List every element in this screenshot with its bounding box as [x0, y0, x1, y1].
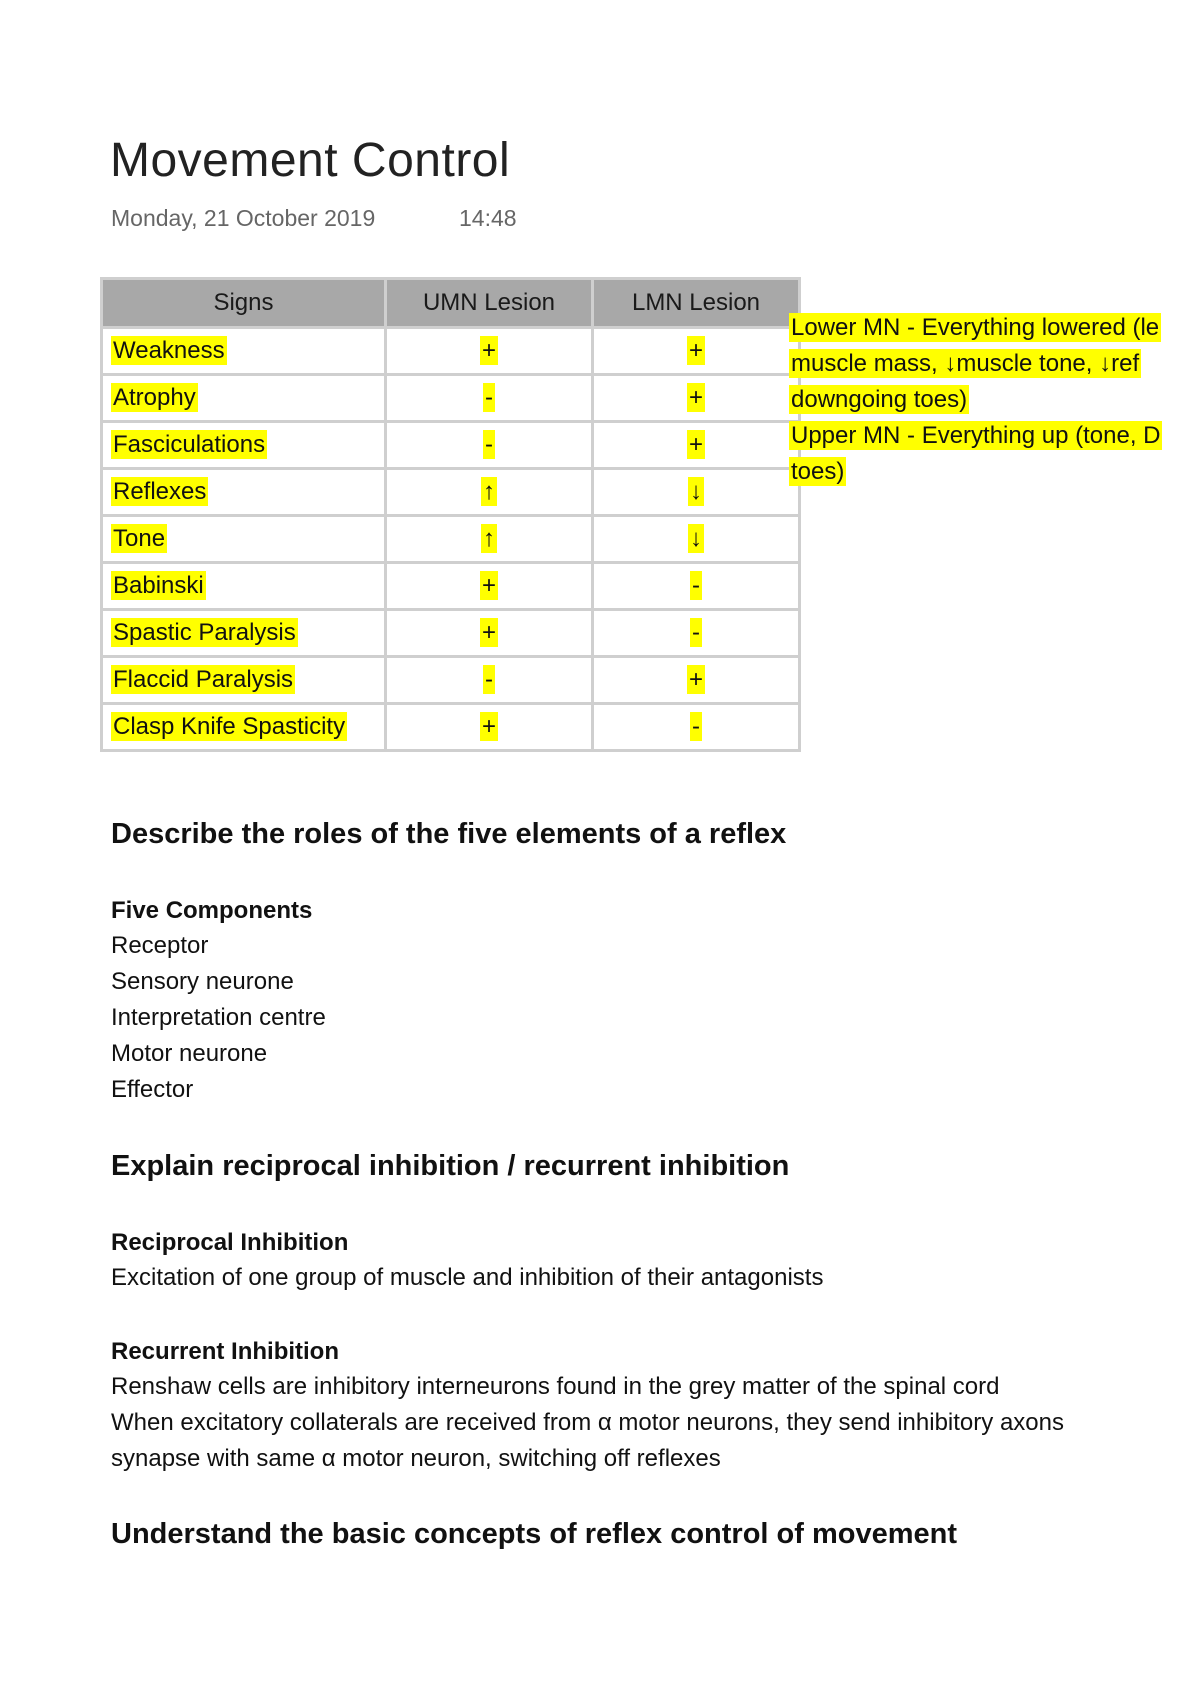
- column-header-lmn: LMN Lesion: [593, 279, 800, 328]
- umn-value: -: [485, 384, 493, 411]
- umn-value: +: [481, 619, 496, 646]
- list-item: Interpretation centre: [111, 1004, 326, 1031]
- five-components-heading: Five Components: [111, 897, 313, 924]
- umn-value: -: [485, 666, 493, 693]
- table-row: [102, 516, 800, 563]
- paragraph-line: synapse with same α motor neuron, switching off reflexes: [111, 1445, 721, 1472]
- component-list: [111, 928, 326, 1108]
- list-item: Motor neurone: [111, 1040, 268, 1067]
- list-item: Receptor: [111, 932, 209, 959]
- page-time: 14:48: [459, 205, 517, 231]
- inhibition-heading: Explain reciprocal inhibition / recurrent inhibition: [111, 1150, 790, 1182]
- table-row: [102, 657, 800, 704]
- sign-label: Spastic Paralysis: [113, 619, 296, 646]
- lmn-value: -: [692, 713, 700, 740]
- side-note-line: downgoing toes): [791, 386, 968, 413]
- recurrent-inhibition-heading: Recurrent Inhibition: [111, 1338, 339, 1365]
- lmn-value: -: [692, 572, 700, 599]
- column-header-signs: Signs: [102, 279, 386, 328]
- table-row: [102, 610, 800, 657]
- side-note-line: toes): [791, 458, 845, 485]
- lmn-value: -: [692, 619, 700, 646]
- lmn-value: +: [688, 384, 703, 411]
- umn-value: -: [485, 431, 493, 458]
- column-header-umn: UMN Lesion: [386, 279, 593, 328]
- table-row: [102, 422, 800, 469]
- table-header-row: [102, 279, 800, 328]
- umn-value: +: [481, 572, 496, 599]
- concepts-heading: Understand the basic concepts of reflex control of movement: [111, 1518, 957, 1550]
- sign-label: Tone: [113, 525, 166, 552]
- side-note-line: Lower MN - Everything lowered (le: [791, 314, 1160, 341]
- umn-value: ↑: [483, 478, 495, 505]
- sign-label: Flaccid Paralysis: [113, 666, 294, 693]
- paragraph-line: Renshaw cells are inhibitory interneurons found in the grey matter of the spinal cord: [111, 1373, 1000, 1400]
- sign-label: Babinski: [113, 572, 204, 599]
- lmn-value: +: [688, 666, 703, 693]
- sign-label: Fasciculations: [113, 431, 266, 458]
- umn-value: ↑: [483, 525, 495, 552]
- recurrent-inhibition-text: [111, 1369, 1064, 1477]
- sign-label: Clasp Knife Spasticity: [113, 713, 346, 740]
- lmn-value: +: [688, 337, 703, 364]
- list-item: Sensory neurone: [111, 968, 294, 995]
- sign-label: Weakness: [113, 337, 225, 364]
- table-row: [102, 704, 800, 751]
- umn-value: +: [481, 713, 496, 740]
- table-row: [102, 328, 800, 375]
- lmn-value: ↓: [690, 478, 702, 505]
- lesion-signs-table: [100, 277, 801, 752]
- table-row: [102, 375, 800, 422]
- side-note-line: muscle mass, ↓muscle tone, ↓ref: [791, 350, 1140, 377]
- list-item: Effector: [111, 1076, 194, 1103]
- side-note: [789, 310, 1200, 490]
- table-row: [102, 469, 800, 516]
- reflex-heading: Describe the roles of the five elements of a reflex: [111, 818, 787, 850]
- sign-label: Reflexes: [113, 478, 207, 505]
- sign-label: Atrophy: [113, 384, 196, 411]
- lmn-value: ↓: [690, 525, 702, 552]
- side-note-line: Upper MN - Everything up (tone, D: [791, 422, 1161, 449]
- page-title: Movement Control: [110, 134, 511, 187]
- umn-value: +: [481, 337, 496, 364]
- page-date: Monday, 21 October 2019: [111, 205, 376, 231]
- reciprocal-inhibition-heading: Reciprocal Inhibition: [111, 1229, 349, 1256]
- table-row: [102, 563, 800, 610]
- lmn-value: +: [688, 431, 703, 458]
- paragraph-line: When excitatory collaterals are received from α motor neurons, they send inhibitory axons: [111, 1409, 1064, 1436]
- reciprocal-inhibition-text: Excitation of one group of muscle and inhibition of their antagonists: [111, 1264, 824, 1291]
